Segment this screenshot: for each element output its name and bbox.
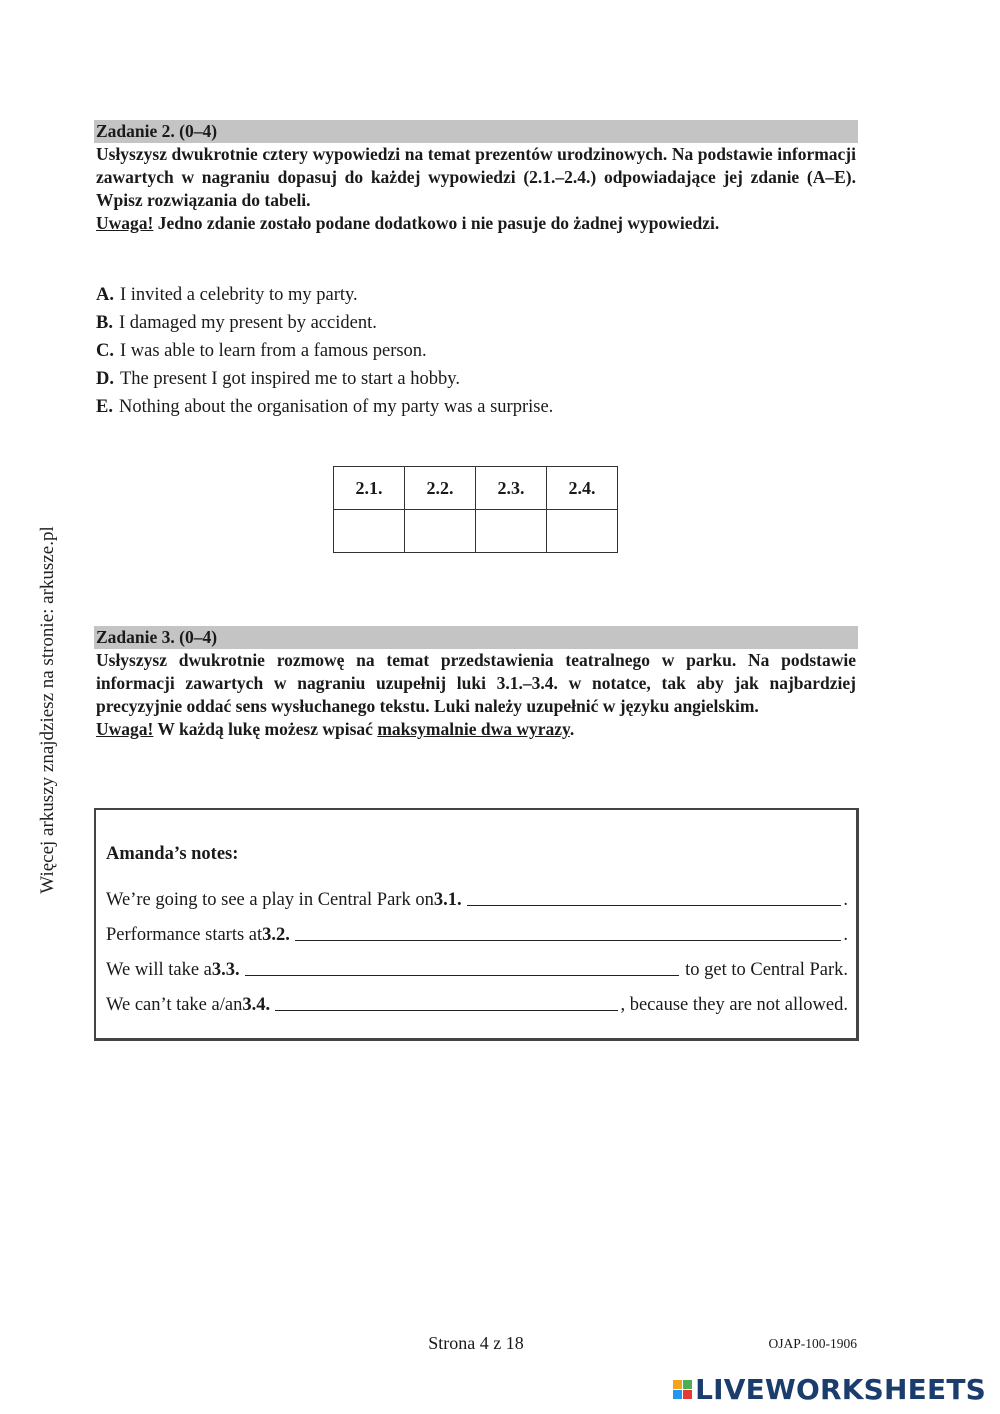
liveworksheets-brand: [673, 1373, 986, 1406]
gap-number: 3.2.: [262, 925, 290, 945]
gap-number: 3.1.: [433, 890, 462, 910]
answer-table: [333, 466, 618, 553]
answer-header-2-2: 2.2.: [405, 467, 476, 510]
gap-3-2-input[interactable]: [295, 940, 841, 941]
answer-header-2-4: 2.4.: [547, 467, 618, 510]
option-letter: C.: [96, 341, 114, 361]
option-e: [96, 393, 553, 421]
task-2-instructions: [94, 143, 858, 235]
option-d: [96, 365, 553, 393]
note-text-before: We can’t take a/an: [106, 995, 243, 1015]
note-line-3-2: [106, 911, 848, 946]
task-3: [94, 626, 858, 741]
task-3-note-text-b: .: [569, 719, 575, 739]
answer-header-2-1: 2.1.: [334, 467, 405, 510]
answer-cell-2-1[interactable]: [334, 510, 405, 553]
gap-3-1-input[interactable]: [467, 905, 842, 906]
notes-content: [106, 842, 848, 1016]
option-letter: B.: [96, 313, 113, 333]
note-text-after: , because they are not allowed.: [620, 995, 848, 1015]
notes-title: Amanda’s notes:: [106, 844, 239, 864]
brand-text: LIVEWORKSHEETS: [695, 1373, 986, 1406]
task-2-note-label: Uwaga!: [96, 213, 154, 233]
liveworksheets-logo-icon: [673, 1380, 692, 1399]
note-line-3-1: [106, 876, 848, 911]
gap-number: 3.4.: [242, 995, 271, 1015]
page-number: Strona 4 z 18: [428, 1333, 524, 1353]
option-c: [96, 337, 553, 365]
option-text: Nothing about the organisation of my party was a surprise.: [118, 397, 554, 417]
option-letter: E.: [96, 397, 113, 417]
note-text-after: .: [843, 925, 848, 945]
note-text-before: Performance starts at: [106, 925, 263, 945]
note-line-3-4: [106, 981, 848, 1016]
task-2-note: [96, 212, 856, 235]
gap-3-4-input[interactable]: [275, 1010, 618, 1011]
side-note: Więcej arkuszy znajdziesz na stronie: arkusze.pl: [37, 526, 58, 894]
option-text: The present I got inspired me to start a hobby.: [120, 369, 460, 389]
answer-table-header: [334, 467, 618, 510]
task-3-instruction-text: Usłyszysz dwukrotnie rozmowę na temat przedstawienia teatralnego w parku. Na podstawie informacji zawartych w nagraniu uzupełnij luki 3.1.–3.4. w notatce, tak aby jak najbardziej precyzyjnie oddać sens wysłuchanego tekstu. Luki należy uzupełnić w języku angielskim.: [96, 650, 856, 716]
task-3-note: [96, 718, 856, 741]
option-letter: D.: [96, 369, 114, 389]
task-3-instructions: [94, 649, 858, 741]
task-3-header: Zadanie 3. (0–4): [94, 626, 858, 649]
exam-code: OJAP-100-1906: [768, 1336, 857, 1351]
gap-number: 3.3.: [211, 960, 240, 980]
task-3-note-label: Uwaga!: [96, 719, 154, 739]
answer-cell-2-3[interactable]: [476, 510, 547, 553]
answer-table-row: [334, 510, 618, 553]
task-3-note-emphasis: maksymalnie dwa wyrazy: [377, 719, 570, 739]
task-2-options: [96, 281, 553, 421]
answer-cell-2-2[interactable]: [405, 510, 476, 553]
note-text-after: .: [843, 890, 848, 910]
answer-cell-2-4[interactable]: [547, 510, 618, 553]
option-text: I was able to learn from a famous person.: [120, 341, 427, 361]
task-2-instruction-text: Usłyszysz dwukrotnie cztery wypowiedzi na temat prezentów urodzinowych. Na podstawie informacji zawartych w nagraniu dopasuj do każdej wypowiedzi (2.1.–2.4.) odpowiadające jej zdanie (A–E). Wpisz rozwiązania do tabeli.: [96, 144, 856, 210]
note-line-3-3: [106, 946, 848, 981]
task-2: [94, 120, 858, 235]
option-a: [96, 281, 553, 309]
option-text: I invited a celebrity to my party.: [120, 285, 358, 305]
task-3-note-text-a: W każdą lukę możesz wpisać: [153, 719, 378, 739]
answer-header-2-3: 2.3.: [476, 467, 547, 510]
notes-box: [94, 808, 859, 1041]
task-2-header: Zadanie 2. (0–4): [94, 120, 858, 143]
gap-3-3-input[interactable]: [245, 975, 679, 976]
option-text: I damaged my present by accident.: [118, 313, 377, 333]
option-letter: A.: [96, 285, 114, 305]
note-text-after: to get to Central Park.: [680, 960, 848, 980]
task-2-note-text: Jedno zdanie zostało podane dodatkowo i nie pasuje do żadnej wypowiedzi.: [153, 213, 720, 233]
option-b: [96, 309, 553, 337]
note-text-before: We’re going to see a play in Central Park on: [106, 890, 434, 910]
note-text-before: We will take a: [106, 960, 212, 980]
